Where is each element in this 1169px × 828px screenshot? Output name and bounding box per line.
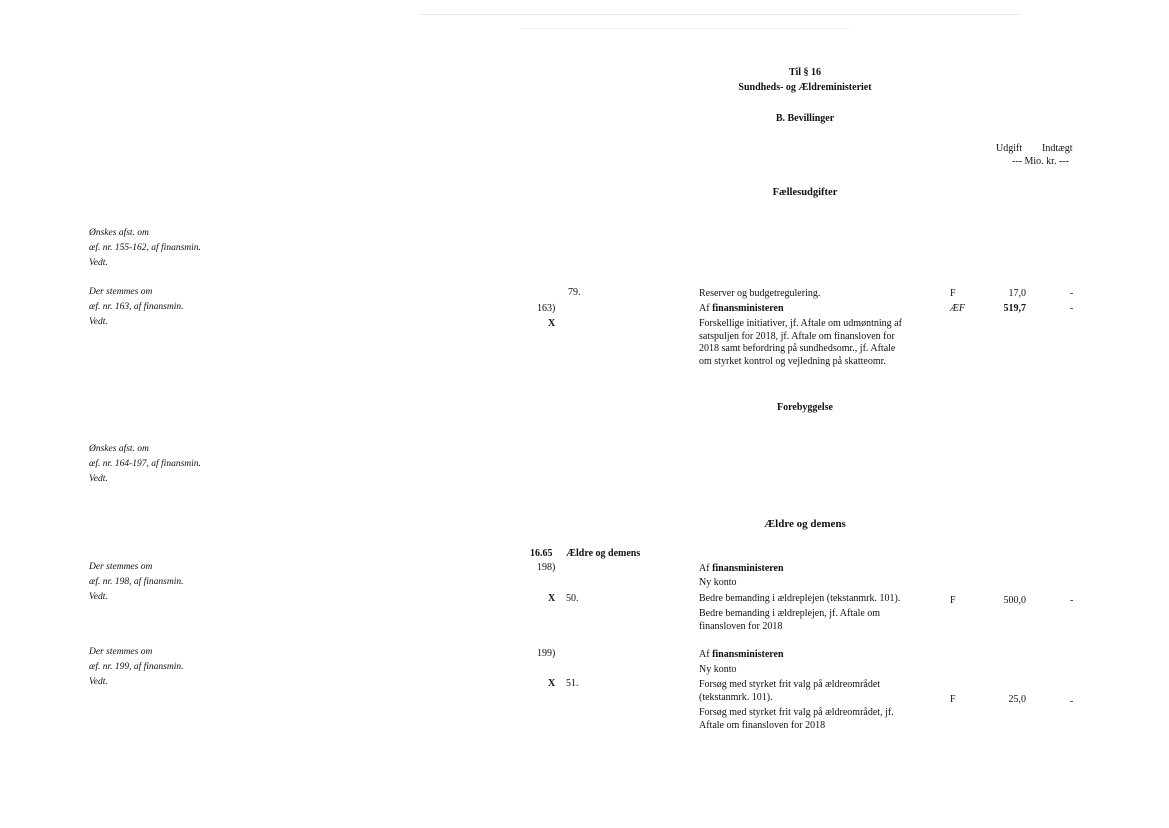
note-line: Ønskes afst. om bbox=[89, 444, 149, 454]
new-account-label: Ny konto bbox=[699, 577, 737, 588]
proposer bbox=[699, 649, 784, 662]
note-line: Vedt. bbox=[89, 474, 108, 484]
proposer bbox=[699, 563, 784, 576]
ministry-title: Sundheds- og Ældreministeriet bbox=[738, 82, 872, 93]
expense-value: 519,7 bbox=[1003, 303, 1026, 314]
note-line: æf. nr. 164-197, af finansmin. bbox=[89, 459, 201, 469]
description-line: Bedre bemanding i ældreplejen, jf. Aftale om bbox=[699, 608, 881, 619]
heading-prevention: Forebyggelse bbox=[777, 402, 833, 413]
note-line: æf. nr. 198, af finansmin. bbox=[89, 577, 184, 587]
note-line: Vedt. bbox=[89, 677, 108, 687]
code: ÆF bbox=[950, 303, 965, 314]
proposer bbox=[699, 303, 784, 316]
amendment-ref: 199) bbox=[537, 648, 556, 659]
note-line: Der stemmes om bbox=[89, 647, 153, 657]
note-line: æf. nr. 155-162, af finansmin. bbox=[89, 243, 201, 253]
subsection-title: Ældre og demens bbox=[566, 548, 641, 559]
scan-artifact-line bbox=[420, 14, 1020, 15]
heading-elderly: Ældre og demens bbox=[764, 518, 846, 530]
proposer-prefix: Af bbox=[699, 303, 713, 314]
note-line: Vedt. bbox=[89, 317, 108, 327]
vote-mark: X bbox=[548, 678, 556, 689]
code: F bbox=[950, 288, 956, 299]
income-value: - bbox=[1070, 696, 1074, 707]
part-title: B. Bevillinger bbox=[775, 113, 835, 124]
account-number: 50. bbox=[566, 593, 579, 604]
entry-title: Bedre bemanding i ældreplejen (tekstanmrk. 101). bbox=[699, 593, 901, 604]
column-income: Indtægt bbox=[1042, 143, 1073, 154]
amendment-ref: 163) bbox=[537, 303, 556, 314]
expense-value: 500,0 bbox=[1003, 595, 1026, 606]
vote-note bbox=[89, 645, 184, 690]
description-line: finansloven for 2018 bbox=[699, 620, 783, 632]
code: F bbox=[950, 595, 956, 606]
heading-common: Fællesudgifter bbox=[772, 187, 838, 198]
note-line: æf. nr. 163, af finansmin. bbox=[89, 302, 184, 312]
expense-value: 25,0 bbox=[1008, 694, 1026, 705]
description-line: Aftale om finansloven for 2018 bbox=[699, 719, 826, 731]
entry-title: Reserver og budgetregulering. bbox=[699, 288, 821, 299]
entry-description bbox=[699, 608, 880, 633]
description-line: 2018 samt befordring på sundhedsomr., jf. Aftale bbox=[699, 343, 896, 354]
proposer-name: finansministeren bbox=[712, 303, 784, 314]
income-value: - bbox=[1070, 303, 1074, 314]
amendment-ref: 198) bbox=[537, 562, 556, 573]
proposer-prefix: Af bbox=[699, 563, 713, 574]
scan-artifact-line bbox=[520, 28, 850, 29]
new-account-label: Ny konto bbox=[699, 664, 737, 675]
column-expense: Udgift bbox=[996, 143, 1023, 154]
note-line: æf. nr. 199, af finansmin. bbox=[89, 662, 184, 672]
income-value: - bbox=[1070, 595, 1074, 606]
note-line: Der stemmes om bbox=[89, 287, 153, 297]
description-line: Forskellige initiativer, jf. Aftale om udmøntning af bbox=[699, 318, 902, 329]
entry-title bbox=[699, 679, 880, 704]
proposer-name: finansministeren bbox=[712, 649, 784, 660]
note-line: Der stemmes om bbox=[89, 562, 153, 572]
description-line: Forsøg med styrket frit valg på ældreområdet, jf. bbox=[699, 707, 894, 718]
vote-note bbox=[89, 560, 184, 605]
entry-description bbox=[699, 318, 902, 368]
entry-description bbox=[699, 707, 894, 732]
vote-note bbox=[89, 285, 184, 330]
proposer-prefix: Af bbox=[699, 649, 713, 660]
description-line: satspuljen for 2018, jf. Aftale om finansloven for bbox=[699, 330, 895, 342]
description-line: om styrket kontrol og vejledning på skatteomr. bbox=[699, 355, 886, 367]
proposer-name: finansministeren bbox=[712, 563, 784, 574]
note-line: Vedt. bbox=[89, 592, 108, 602]
section-title: Til § 16 bbox=[788, 67, 822, 78]
account-number: 51. bbox=[566, 678, 579, 689]
vote-mark: X bbox=[548, 318, 556, 329]
note-line: Vedt. bbox=[89, 258, 108, 268]
vote-note bbox=[89, 442, 201, 487]
account-number: 79. bbox=[568, 287, 581, 298]
code: F bbox=[950, 694, 956, 705]
vote-mark: X bbox=[548, 593, 556, 604]
column-unit: --- Mio. kr. --- bbox=[1012, 156, 1069, 167]
note-line: Ønskes afst. om bbox=[89, 228, 149, 238]
expense-value: 17,0 bbox=[1008, 288, 1026, 299]
title-line: Forsøg med styrket frit valg på ældreområdet bbox=[699, 679, 881, 690]
vote-note bbox=[89, 226, 201, 271]
title-line: (tekstanmrk. 101). bbox=[699, 691, 773, 703]
income-value: - bbox=[1070, 288, 1074, 299]
subsection-number: 16.65 bbox=[530, 548, 553, 559]
